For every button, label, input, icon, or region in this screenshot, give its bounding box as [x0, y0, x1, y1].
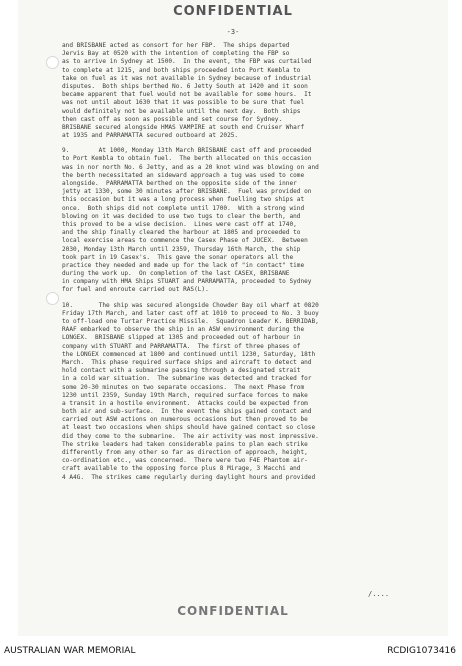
text-line: during the work up. On completion of the last CASEX, BRISBANE [62, 270, 290, 278]
punch-hole [46, 292, 59, 305]
classification-header: CONFIDENTIAL [173, 4, 293, 19]
record-id: RCDIG1073416 [387, 646, 456, 656]
text-line: carried out ASW actions on numerous occasions but then proved to be [62, 416, 308, 424]
text-line: to complete at 1215, and both ships proceeded into Port Kembla to [62, 66, 301, 74]
text-line: the berth necessitated an sideward approach a tug was used to come [62, 171, 305, 179]
text-line: BRISBANE secured alongside HMAS VAMPIRE at south end Cruiser Wharf [62, 123, 305, 131]
text-line: to Port Kembla to obtain fuel. The berth allocated on this occasion [62, 155, 312, 163]
paragraph [62, 302, 414, 482]
paragraph [62, 147, 414, 294]
paragraph [62, 42, 414, 140]
punch-hole [46, 56, 59, 69]
text-line: LONGEX. BRISBANE slipped at 1305 and proceeded out of harbour in [62, 334, 301, 342]
text-line: in a cold war situation. The submarine was detected and tracked for [62, 375, 312, 383]
text-line: for fuel and enroute carried out RAS(L). [62, 286, 209, 294]
text-line: took part in 19 Casex's. This gave the sonar operators all the [62, 253, 294, 261]
text-line: then cast off as soon as possible and set course for Sydney. [62, 115, 283, 123]
text-line: to off-load one Turtar Practice Missile. Squadron Leader K. BERRIDAB, [62, 318, 319, 325]
text-line: 4 A4G. The strikes came regularly during daylight hours and provided [62, 473, 316, 481]
text-line: would definitely not be available until the next day. Both ships [62, 107, 301, 115]
text-line: both air and sub-surface. In the event the ships gained contact and [62, 408, 312, 416]
text-line: blowing on it was decided to use two tugs to clear the berth, and [62, 212, 301, 220]
text-line: Friday 17th March, and later cast off at 1010 to proceed to No. 3 buoy [62, 309, 319, 317]
text-line: was in nor north No. 6 Jetty, and as a 20 knot wind was blowing on and [62, 163, 319, 171]
text-line: March. This phase required surface ships and aircraft to detect and [62, 358, 312, 366]
text-line: disputes. Both ships berthed No. 6 Jetty South at 1420 and it soon [62, 82, 308, 90]
text-line: The strike leaders had taken considerable pains to plan each strike [62, 440, 308, 448]
document-page [18, 0, 448, 636]
continuation-mark: /.... [368, 590, 390, 598]
text-line: practice they needed and made up for the lack of "in contact" time [62, 261, 305, 269]
text-line: differently from any other so far as direction of approach, height, [62, 449, 308, 456]
text-line: hold contact with a submarine passing through a designated strait [62, 367, 301, 375]
text-line: craft available to the opposing force plus 8 Mirage, 3 Macchi and [62, 465, 301, 473]
text-line: the LONGEX commenced at 1800 and continued until 1230, Saturday, 18th [62, 350, 316, 358]
text-line: 9. At 1000, Monday 13th March BRISBANE cast off and proceeded [62, 147, 312, 155]
text-line: RAAF embarked to observe the ship in an ASW environment during the [62, 326, 305, 334]
text-line: once. Both ships did not complete until 1700. With a strong wind [62, 204, 305, 212]
text-line: take on fuel as it was not available in Sydney because of industrial [62, 74, 312, 82]
text-line: this occasion but it was a long process when fuelling two ships at [62, 196, 305, 204]
document-body [62, 42, 414, 489]
text-line: jetty at 1330, some 30 minutes after BRISBANE. Fuel was provided on [62, 188, 312, 196]
text-line: some 20-30 minutes on two separate occasions. The next Phase from [62, 383, 305, 391]
text-line: was not until about 1630 that it was possible to be sure that fuel [62, 99, 305, 107]
text-line: 2030, Monday 13th March until 2359, Thursday 16th March, the ship [62, 245, 301, 253]
text-line: company with STUART and PARRAMATTA. The first of three phases of [62, 342, 301, 350]
text-line: at 1935 and PARRAMATTA secured outboard at 2025. [62, 132, 239, 140]
text-line: local exercise areas to commence the Casex Phase of JUCEX. Between [62, 237, 308, 245]
text-line: at least two occasions when ships should have gained contact so close [62, 424, 316, 432]
text-line: became apparent that fuel would not be available for some hours. It [62, 91, 312, 99]
text-line: a transit in a hostile environment. Attacks could be expected from [62, 399, 308, 407]
text-line: as to arrive in Sydney at 1500. In the event, the FBP was curtailed [62, 58, 312, 66]
text-line: in company with HMA Ships STUART and PARRAMATTA, proceeded to Sydney [62, 278, 312, 286]
classification-footer: CONFIDENTIAL [177, 604, 289, 618]
text-line: this proved to be a wise decision. Lines were cast off at 1740, [62, 220, 297, 228]
text-line: and BRISBANE acted as consort for her FBP. The ships departed [62, 42, 290, 49]
text-line: co-ordination etc., was concerned. There were two F4E Phantom air- [62, 457, 308, 465]
page-number: -3- [226, 28, 240, 36]
archive-name: AUSTRALIAN WAR MEMORIAL [4, 646, 136, 656]
archive-footer [0, 636, 462, 666]
text-line: 1230 until 2359, Sunday 19th March, required surface forces to make [62, 391, 308, 399]
text-line: alongside. PARRAMATTA berthed on the opposite side of the inner [62, 180, 297, 187]
text-line: and the ship finally cleared the harbour at 1805 and proceeded to [62, 229, 301, 237]
text-line: did they come to the submarine. The air activity was most impressive. [62, 432, 319, 440]
text-line: 10. The ship was secured alongside Chowder Bay oil wharf at 0820 [62, 301, 319, 309]
text-line: Jervis Bay at 0520 with the intention of completing the FBP so [62, 50, 290, 58]
